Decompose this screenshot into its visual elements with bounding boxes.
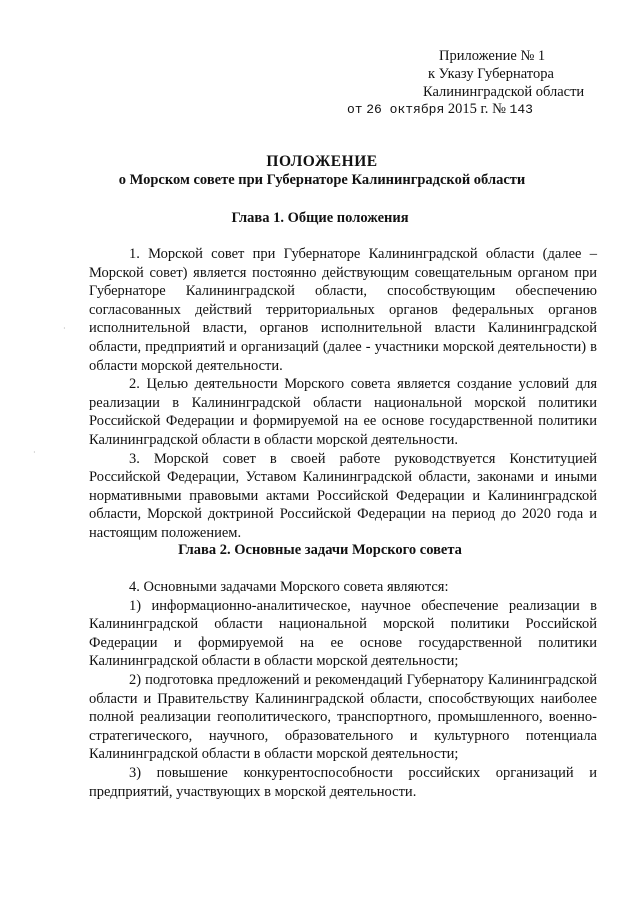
document-subtitle: о Морском совете при Губернаторе Калининградской области [118,172,526,188]
annex-line-3: Калининградской области [423,84,585,100]
paragraph: 1. Морской совет при Губернаторе Калининградской области (далее – Морской совет) является постоянно действующим совещательным органом при Губернаторе Калининградской области, способствующим обеспечению согласованных действий территориальных органов федеральных органов исполнительной власти, органов исполнительной власти Калининградской области, предприятий и организаций (далее - участники морской деятельности) в области морской деятельности. [89,246,597,374]
paragraph: 2. Целью деятельности Морского совета является создание условий для реализации в Калининградской области национальной морской политики Российской Федерации и формируемой на ее основе государственной политики Калининградской области в области морской деятельности. [89,376,597,448]
annex-line-2: к Указу Губернатора [428,66,554,82]
chapter-2-heading: Глава 2. Основные задачи Морского совета [178,542,462,558]
paragraph: 4. Основными задачами Морского совета являются: [129,579,449,595]
scan-speck: · [63,324,66,333]
paragraph: 1) информационно-аналитическое, научное обеспечение реализации в Калининградской области национальной морской политики Российской Федерации и формируемой на ее основе государственной политики Калининградской области в области морской деятельности; [89,597,597,670]
annex-line-1: Приложение № 1 [439,48,546,64]
document-title: ПОЛОЖЕНИЕ [266,153,378,170]
annex-year: 2015 г. [447,101,489,117]
annex-date-line [347,101,533,118]
chapter-2-body [89,578,597,801]
paragraph: 2) подготовка предложений и рекомендаций Губернатору Калининградской области и Правительству Калининградской области, способствующих наиболее полной реализации геополитического, транспортного, промышленного, военно-стратегического, научного, образовательного и культурного потенциала Калининградской области в области морской деятельности; [89,671,597,763]
chapter-1-body [89,245,597,543]
paragraph: 3) повышение конкурентоспособности российских организаций и предприятий, участвующих в морской деятельности. [89,764,597,800]
annex-number-value: 143 [509,102,533,117]
annex-number-label: № [492,101,506,117]
chapter-1-heading: Глава 1. Общие положения [231,210,409,226]
annex-date-value: 26 октября [366,102,445,117]
annex-date-prefix: от [347,102,363,117]
scan-speck: · [33,448,36,457]
paragraph: 3. Морской совет в своей работе руководствуется Конституцией Российской Федерации, Уставом Калининградской области, законами и иными нормативными правовыми актами Российской Федерации и Калининградской области, Морской доктриной Российской Федерации на период до 2020 года и настоящим положением. [89,450,597,541]
